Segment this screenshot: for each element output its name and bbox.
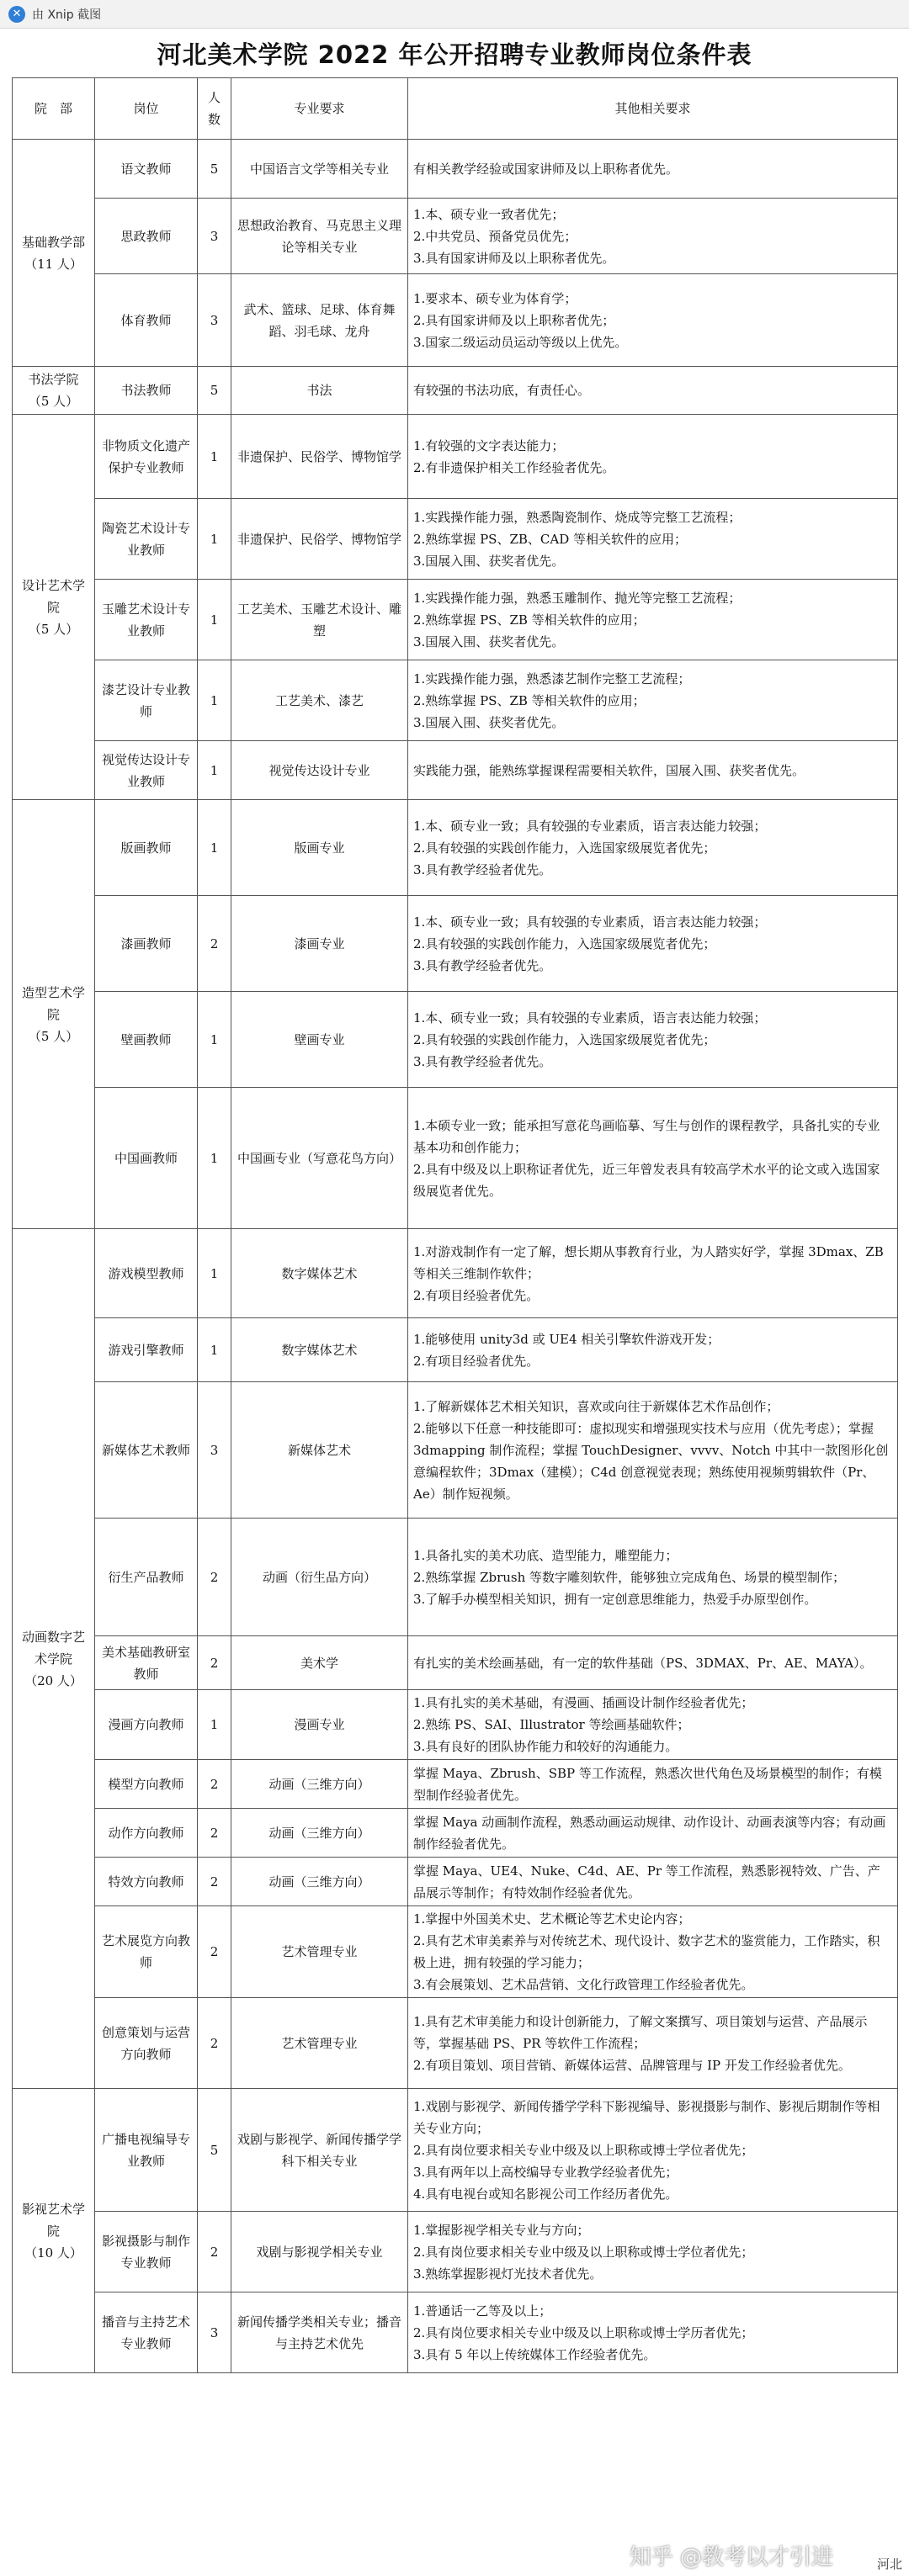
- post-cell: 漆艺设计专业教师: [95, 660, 198, 741]
- table-row: [13, 199, 898, 274]
- major-cell: 新媒体艺术: [231, 1382, 408, 1519]
- major-cell: 艺术管理专业: [231, 1998, 408, 2089]
- count-cell: 2: [198, 1760, 231, 1809]
- count-cell: 5: [198, 367, 231, 415]
- dept-cell: 造型艺术学院 （5 人）: [13, 800, 95, 1229]
- other-cell: [408, 992, 898, 1088]
- major-cell: 动画（三维方向）: [231, 1858, 408, 1906]
- post-cell: 影视摄影与制作专业教师: [95, 2212, 198, 2292]
- count-cell: 2: [198, 2212, 231, 2292]
- requirement-line: 1.戏剧与影视学、新闻传播学学科下影视编导、影视摄影与制作、影视后期制作等相关专业方向；: [413, 2098, 880, 2136]
- count-cell: 2: [198, 1858, 231, 1906]
- post-cell: 体育教师: [95, 274, 198, 367]
- major-cell: 工艺美术、玉雕艺术设计、雕塑: [231, 580, 408, 660]
- requirement-line: 2.具有较强的实践创作能力，入选国家级展览者优先；: [413, 1031, 716, 1047]
- count-cell: 3: [198, 2292, 231, 2373]
- table-body: [13, 140, 898, 2373]
- count-cell: 2: [198, 1998, 231, 2089]
- post-cell: 视觉传达设计专业教师: [95, 741, 198, 800]
- requirement-line: 2.熟练 PS、SAI、Illustrator 等绘画基础软件；: [413, 1717, 690, 1732]
- footer-strip: [0, 2544, 909, 2576]
- requirement-line: 1.本、硕专业一致者优先；: [413, 206, 565, 222]
- post-cell: 广播电视编导专业教师: [95, 2089, 198, 2212]
- post-cell: 播音与主持艺术专业教师: [95, 2292, 198, 2373]
- requirement-line: 1.具有艺术审美能力和设计创新能力，了解文案撰写、项目策划与运营、产品展示等，掌握基础 PS、PR 等软件工作流程；: [413, 2013, 868, 2051]
- post-cell: 玉雕艺术设计专业教师: [95, 580, 198, 660]
- requirement-line: 3.具有教学经验者优先。: [413, 861, 552, 877]
- requirement-line: 2.能够以下任意一种技能即可：虚拟现实和增强现实技术与应用（优先考虑）；掌握 3dmapping 制作流程；掌握 TouchDesigner、vvvv、Notch 中其中一款图形化创意编程软件；3Dmax（建模）；C4d 创意视觉表现；熟练使用视频剪辑软件（Pr、Ae）制作短视频。: [413, 1420, 889, 1502]
- requirement-line: 3.具有国家讲师及以上职称者优先。: [413, 250, 615, 266]
- other-cell: [408, 2212, 898, 2292]
- post-cell: 模型方向教师: [95, 1760, 198, 1809]
- requirement-line: 有扎实的美术绘画基础，有一定的软件基础（PS、3DMAX、Pr、AE、MAYA）。: [413, 1655, 873, 1671]
- requirement-line: 1.实践操作能力强，熟悉陶瓷制作、烧成等完整工艺流程；: [413, 509, 742, 525]
- dept-cell: 基础教学部 （11 人）: [13, 140, 95, 367]
- header-other: 其他相关要求: [408, 78, 898, 140]
- other-cell: [408, 1519, 898, 1636]
- requirement-line: 3.熟练掌握影视灯光技术者优先。: [413, 2266, 603, 2282]
- count-cell: 5: [198, 2089, 231, 2212]
- table-row: [13, 1858, 898, 1906]
- other-cell: [408, 580, 898, 660]
- major-cell: 动画（三维方向）: [231, 1809, 408, 1858]
- requirement-line: 掌握 Maya 动画制作流程，熟悉动画运动规律、动作设计、动画表演等内容；有动画制作经验者优先。: [413, 1814, 886, 1852]
- other-cell: [408, 2089, 898, 2212]
- requirement-line: 2.熟练掌握 PS、ZB 等相关软件的应用；: [413, 612, 646, 628]
- table-row: [13, 274, 898, 367]
- other-cell: [408, 1088, 898, 1229]
- requirement-line: 1.实践操作能力强，熟悉漆艺制作完整工艺流程；: [413, 671, 691, 686]
- count-cell: 1: [198, 992, 231, 1088]
- post-cell: 漫画方向教师: [95, 1690, 198, 1760]
- table-row: [13, 2089, 898, 2212]
- post-cell: 壁画教师: [95, 992, 198, 1088]
- major-cell: 动画（衍生品方向）: [231, 1519, 408, 1636]
- requirement-line: 1.能够使用 unity3d 或 UE4 相关引擎软件游戏开发；: [413, 1331, 720, 1347]
- requirement-line: 2.有项目经验者优先。: [413, 1353, 540, 1369]
- major-cell: 壁画专业: [231, 992, 408, 1088]
- requirement-line: 3.具有教学经验者优先。: [413, 957, 552, 973]
- post-cell: 艺术展览方向教师: [95, 1906, 198, 1998]
- post-cell: 动作方向教师: [95, 1809, 198, 1858]
- other-cell: [408, 367, 898, 415]
- major-cell: 非遗保护、民俗学、博物馆学: [231, 415, 408, 499]
- table-row: [13, 800, 898, 896]
- requirement-line: 3.有会展策划、艺术品营销、文化行政管理工作经验者优先。: [413, 1977, 754, 1992]
- requirement-line: 3.具有两年以上高校编导专业教学经验者优先；: [413, 2164, 678, 2180]
- other-cell: [408, 660, 898, 741]
- table-row: [13, 1519, 898, 1636]
- requirement-line: 2.有项目策划、项目营销、新媒体运营、品牌管理与 IP 开发工作经验者优先。: [413, 2057, 851, 2073]
- table-row: [13, 992, 898, 1088]
- other-cell: [408, 1809, 898, 1858]
- post-cell: 漆画教师: [95, 896, 198, 992]
- other-cell: [408, 1858, 898, 1906]
- requirement-line: 2.具有岗位要求相关专业中级及以上职称或博士学位者优先；: [413, 2244, 754, 2260]
- requirement-line: 2.具有岗位要求相关专业中级及以上职称或博士学历者优先；: [413, 2324, 754, 2340]
- table-row: [13, 896, 898, 992]
- requirement-line: 1.对游戏制作有一定了解，想长期从事教育行业，为人踏实好学，掌握 3Dmax、ZB 等相关三维制作软件；: [413, 1243, 884, 1281]
- count-cell: 5: [198, 140, 231, 199]
- count-cell: 2: [198, 1636, 231, 1690]
- requirement-line: 2.熟练掌握 PS、ZB 等相关软件的应用；: [413, 692, 646, 708]
- requirement-line: 1.具有扎实的美术基础，有漫画、插画设计制作经验者优先；: [413, 1695, 754, 1710]
- count-cell: 1: [198, 741, 231, 800]
- post-cell: 特效方向教师: [95, 1858, 198, 1906]
- requirement-line: 2.熟练掌握 PS、ZB、CAD 等相关软件的应用；: [413, 531, 687, 547]
- post-cell: 非物质文化遗产保护专业教师: [95, 415, 198, 499]
- requirement-line: 3.国展入围、获奖者优先。: [413, 553, 565, 569]
- other-cell: [408, 415, 898, 499]
- major-cell: 视觉传达设计专业: [231, 741, 408, 800]
- major-cell: 新闻传播学类相关专业；播音与主持艺术优先: [231, 2292, 408, 2373]
- other-cell: [408, 1229, 898, 1318]
- major-cell: 美术学: [231, 1636, 408, 1690]
- requirement-line: 4.具有电视台或知名影视公司工作经历者优先。: [413, 2186, 678, 2202]
- major-cell: 工艺美术、漆艺: [231, 660, 408, 741]
- count-cell: 2: [198, 896, 231, 992]
- dept-cell: 书法学院 （5 人）: [13, 367, 95, 415]
- table-row: [13, 2212, 898, 2292]
- major-cell: 中国语言文学等相关专业: [231, 140, 408, 199]
- app-label: 由 Xnip 截图: [32, 8, 102, 22]
- table-header-row: [13, 78, 898, 140]
- count-cell: 1: [198, 580, 231, 660]
- requirement-line: 2.具有较强的实践创作能力，入选国家级展览者优先；: [413, 840, 716, 856]
- major-cell: 艺术管理专业: [231, 1906, 408, 1998]
- requirement-line: 实践能力强，能熟练掌握课程需要相关软件，国展入围、获奖者优先。: [413, 762, 805, 778]
- other-cell: [408, 1636, 898, 1690]
- positions-table: [12, 77, 898, 2373]
- table-row: [13, 1998, 898, 2089]
- other-cell: [408, 499, 898, 580]
- major-cell: 戏剧与影视学相关专业: [231, 2212, 408, 2292]
- post-cell: 思政教师: [95, 199, 198, 274]
- table-row: [13, 1636, 898, 1690]
- app-bar: [0, 0, 909, 29]
- requirement-line: 3.国展入围、获奖者优先。: [413, 714, 565, 730]
- table-row: [13, 140, 898, 199]
- other-cell: [408, 1382, 898, 1519]
- requirement-line: 有相关教学经验或国家讲师及以上职称者优先。: [413, 161, 679, 177]
- page-title: 河北美术学院 2022 年公开招聘专业教师岗位条件表: [157, 40, 752, 69]
- post-cell: 陶瓷艺术设计专业教师: [95, 499, 198, 580]
- table-row: [13, 1809, 898, 1858]
- other-cell: [408, 1690, 898, 1760]
- other-cell: [408, 1906, 898, 1998]
- major-cell: 版画专业: [231, 800, 408, 896]
- post-cell: 游戏模型教师: [95, 1229, 198, 1318]
- requirement-line: 有较强的书法功底，有责任心。: [413, 383, 591, 398]
- requirement-line: 1.掌握影视学相关专业与方向；: [413, 2222, 590, 2238]
- xnip-icon: ✕: [8, 6, 25, 23]
- major-cell: 漫画专业: [231, 1690, 408, 1760]
- major-cell: 武术、篮球、足球、体育舞蹈、羽毛球、龙舟: [231, 274, 408, 367]
- post-cell: 美术基础教研室教师: [95, 1636, 198, 1690]
- header-dept: 院 部: [13, 78, 95, 140]
- count-cell: 1: [198, 499, 231, 580]
- table-row: [13, 367, 898, 415]
- table-row: [13, 1088, 898, 1229]
- count-cell: 3: [198, 199, 231, 274]
- major-cell: 书法: [231, 367, 408, 415]
- dept-cell: 设计艺术学院 （5 人）: [13, 415, 95, 800]
- requirement-line: 3.具有良好的团队协作能力和较好的沟通能力。: [413, 1739, 678, 1754]
- major-cell: 漆画专业: [231, 896, 408, 992]
- table-row: [13, 580, 898, 660]
- requirement-line: 2.具有较强的实践创作能力，入选国家级展览者优先；: [413, 936, 716, 951]
- header-major: 专业要求: [231, 78, 408, 140]
- other-cell: [408, 800, 898, 896]
- count-cell: 3: [198, 274, 231, 367]
- count-cell: 2: [198, 1809, 231, 1858]
- major-cell: 中国画专业（写意花鸟方向）: [231, 1088, 408, 1229]
- requirement-line: 1.本硕专业一致；能承担写意花鸟画临摹、写生与创作的课程教学，具备扎实的专业基本功和创作能力；: [413, 1117, 880, 1155]
- requirement-line: 3.国家二级运动员运动等级以上优先。: [413, 334, 628, 350]
- count-cell: 1: [198, 1690, 231, 1760]
- dept-cell: 影视艺术学院 （10 人）: [13, 2089, 95, 2373]
- count-cell: 2: [198, 1906, 231, 1998]
- table-row: [13, 2292, 898, 2373]
- post-cell: 中国画教师: [95, 1088, 198, 1229]
- count-cell: 1: [198, 1229, 231, 1318]
- requirement-line: 1.本、硕专业一致；具有较强的专业素质，语言表达能力较强；: [413, 914, 767, 930]
- other-cell: [408, 140, 898, 199]
- table-row: [13, 741, 898, 800]
- count-cell: 1: [198, 1318, 231, 1382]
- other-cell: [408, 1760, 898, 1809]
- requirement-line: 2.有项目经验者优先。: [413, 1287, 540, 1303]
- major-cell: 戏剧与影视学、新闻传播学学科下相关专业: [231, 2089, 408, 2212]
- other-cell: [408, 1318, 898, 1382]
- requirement-line: 掌握 Maya、Zbrush、SBP 等工作流程，熟悉次世代角色及场景模型的制作；有模型制作经验者优先。: [413, 1765, 882, 1803]
- requirement-line: 1.普通话一乙等及以上；: [413, 2303, 552, 2319]
- header-count: 人数: [198, 78, 231, 140]
- requirement-line: 2.有非遗保护相关工作经验者优先。: [413, 459, 615, 475]
- major-cell: 非遗保护、民俗学、博物馆学: [231, 499, 408, 580]
- requirement-line: 掌握 Maya、UE4、Nuke、C4d、AE、Pr 等工作流程，熟悉影视特效、广告、产品展示等制作；有特效制作经验者优先。: [413, 1863, 880, 1900]
- watermark: 知乎 @教考以才引进: [629, 2545, 833, 2570]
- post-cell: 衍生产品教师: [95, 1519, 198, 1636]
- corner-text: 河北: [876, 2557, 902, 2572]
- requirement-line: 2.中共党员、预备党员优先；: [413, 228, 577, 244]
- requirement-line: 2.具有中级及以上职称证者优先，近三年曾发表具有较高学术水平的论文或入选国家级展览者优先。: [413, 1161, 880, 1199]
- table-row: [13, 660, 898, 741]
- requirement-line: 1.掌握中外国美术史、艺术概论等艺术史论内容；: [413, 1911, 691, 1927]
- requirement-line: 1.要求本、硕专业为体育学；: [413, 290, 577, 306]
- count-cell: 1: [198, 415, 231, 499]
- post-cell: 新媒体艺术教师: [95, 1382, 198, 1519]
- post-cell: 版画教师: [95, 800, 198, 896]
- dept-cell: 动画数字艺术学院 （20 人）: [13, 1229, 95, 2089]
- requirement-line: 2.具有岗位要求相关专业中级及以上职称或博士学位者优先；: [413, 2142, 754, 2158]
- count-cell: 1: [198, 800, 231, 896]
- major-cell: 思想政治教育、马克思主义理论等相关专业: [231, 199, 408, 274]
- other-cell: [408, 199, 898, 274]
- requirement-line: 2.具有艺术审美素养与对传统艺术、现代设计、数字艺术的鉴赏能力，工作踏实，积极上进，拥有较强的学习能力；: [413, 1933, 880, 1970]
- table-row: [13, 1382, 898, 1519]
- post-cell: 书法教师: [95, 367, 198, 415]
- post-cell: 游戏引擎教师: [95, 1318, 198, 1382]
- other-cell: [408, 1998, 898, 2089]
- major-cell: 数字媒体艺术: [231, 1229, 408, 1318]
- table-row: [13, 1229, 898, 1318]
- requirement-line: 1.具备扎实的美术功底、造型能力，雕塑能力；: [413, 1547, 678, 1563]
- table-row: [13, 1906, 898, 1998]
- other-cell: [408, 741, 898, 800]
- table-row: [13, 415, 898, 499]
- requirement-line: 2.熟练掌握 Zbrush 等数字雕刻软件，能够独立完成角色、场景的模型制作；: [413, 1569, 846, 1585]
- count-cell: 3: [198, 1382, 231, 1519]
- major-cell: 动画（三维方向）: [231, 1760, 408, 1809]
- table-row: [13, 1690, 898, 1760]
- table-row: [13, 499, 898, 580]
- post-cell: 语文教师: [95, 140, 198, 199]
- header-post: 岗位: [95, 78, 198, 140]
- requirement-line: 1.本、硕专业一致；具有较强的专业素质，语言表达能力较强；: [413, 1010, 767, 1026]
- requirement-line: 3.国展入围、获奖者优先。: [413, 633, 565, 649]
- count-cell: 2: [198, 1519, 231, 1636]
- post-cell: 创意策划与运营方向教师: [95, 1998, 198, 2089]
- requirement-line: 3.了解手办模型相关知识，拥有一定创意思维能力，热爱手办原型创作。: [413, 1591, 817, 1607]
- requirement-line: 1.了解新媒体艺术相关知识，喜欢或向往于新媒体艺术作品创作；: [413, 1398, 779, 1414]
- table-row: [13, 1318, 898, 1382]
- requirement-line: 3.具有教学经验者优先。: [413, 1053, 552, 1069]
- other-cell: [408, 896, 898, 992]
- other-cell: [408, 2292, 898, 2373]
- requirement-line: 1.实践操作能力强，熟悉玉雕制作、抛光等完整工艺流程；: [413, 590, 742, 606]
- other-cell: [408, 274, 898, 367]
- requirement-line: 1.有较强的文字表达能力；: [413, 437, 565, 453]
- count-cell: 1: [198, 1088, 231, 1229]
- requirement-line: 1.本、硕专业一致；具有较强的专业素质，语言表达能力较强；: [413, 818, 767, 834]
- count-cell: 1: [198, 660, 231, 741]
- table-row: [13, 1760, 898, 1809]
- major-cell: 数字媒体艺术: [231, 1318, 408, 1382]
- requirement-line: 2.具有国家讲师及以上职称者优先；: [413, 312, 615, 328]
- requirement-line: 3.具有 5 年以上传统媒体工作经验者优先。: [413, 2346, 656, 2362]
